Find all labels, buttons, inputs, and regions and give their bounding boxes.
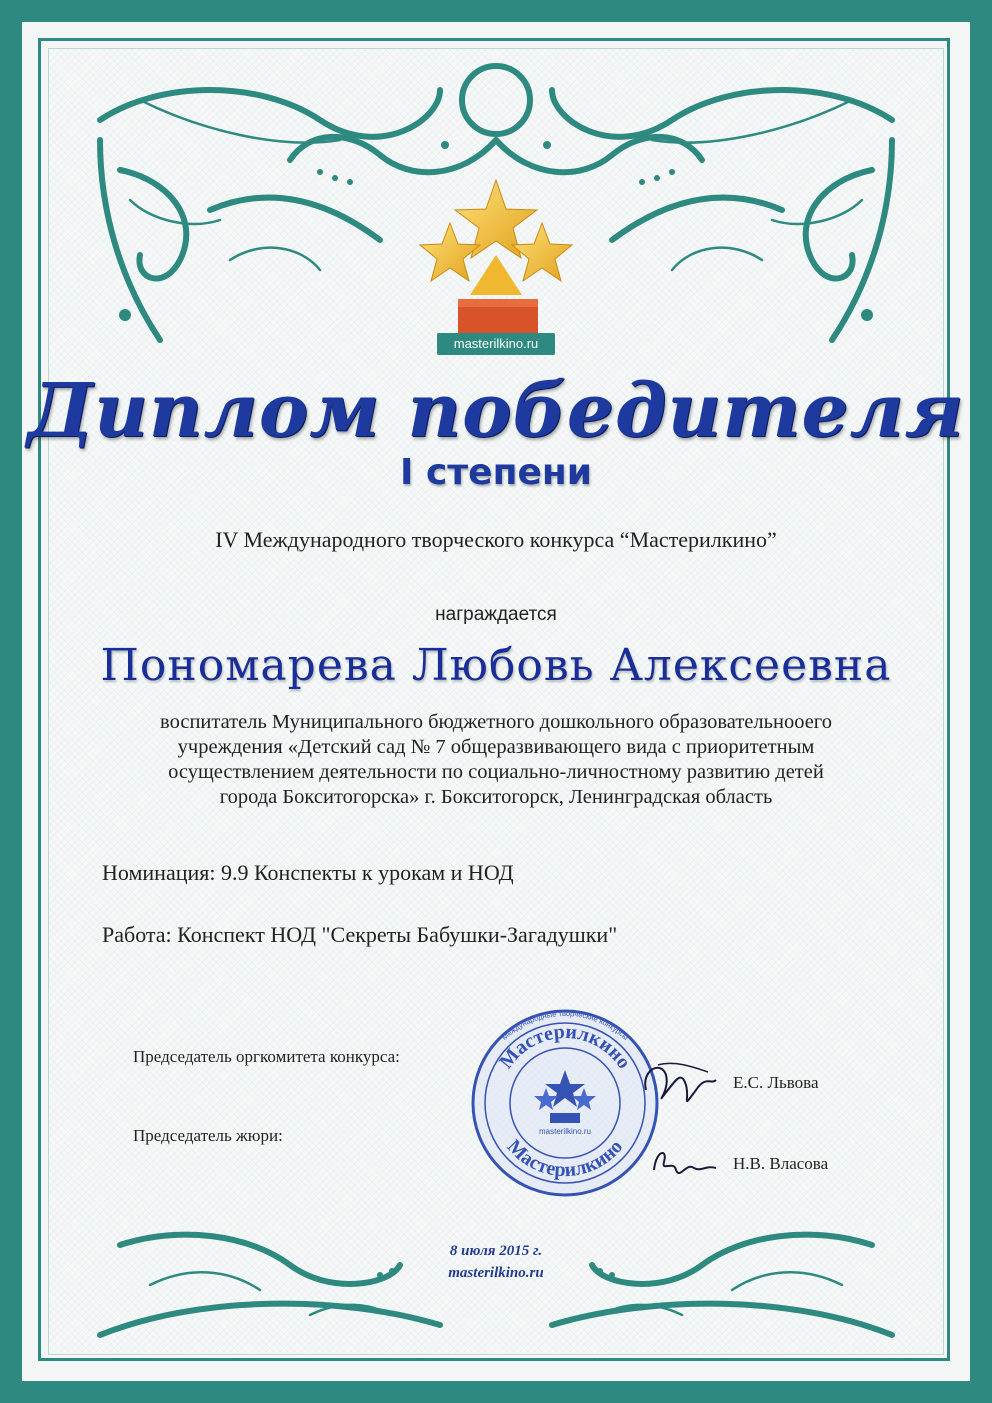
- contest-name: IV Международного творческого конкурса “Мастерилкино”: [215, 527, 777, 552]
- page-subtitle: I степени: [400, 452, 592, 493]
- stars-trophy-icon: [410, 175, 582, 343]
- bottom-ornament: [80, 1215, 912, 1355]
- award-date: 8 июля 2015 г.: [449, 1243, 543, 1259]
- footer: [0, 1240, 992, 1284]
- stamp-seal: [470, 1008, 660, 1198]
- work-title: Работа: Конспект НОД "Секреты Бабушки-Загадушки": [102, 922, 618, 947]
- description-line: города Бокситогорска» г. Бокситогорск, Ленинградская область: [219, 786, 773, 808]
- nomination: Номинация: 9.9 Конспекты к урокам и НОД: [102, 860, 514, 885]
- recipient-name: Пономарева Любовь Алексеевна: [100, 640, 892, 691]
- org-chair-name: Е.С. Львова: [733, 1073, 819, 1092]
- awarded-label: награждается: [435, 604, 557, 625]
- description-line: воспитатель Муниципального бюджетного дошкольного образовательнооего: [160, 711, 832, 733]
- signature-vlasova: [646, 1140, 726, 1185]
- org-chair-label: Председатель оргкомитета конкурса:: [133, 1047, 400, 1066]
- jury-chair-name: Н.В. Власова: [733, 1154, 829, 1173]
- logo-site-badge[interactable]: masterilkino.ru: [437, 333, 555, 355]
- signature-lvova: [636, 1050, 726, 1120]
- description-line: осуществлением деятельности по социально-личностному развитию детей: [168, 761, 824, 783]
- jury-chair-label: Председатель жюри:: [133, 1126, 283, 1145]
- description-line: учреждения «Детский сад № 7 общеразвивающего вида с приоритетным: [177, 736, 815, 758]
- footer-site[interactable]: masterilkino.ru: [448, 1265, 544, 1281]
- stamp-top-text: Мастерилкино: [495, 1020, 636, 1073]
- stamp-ring-text: Международные творческие конкурсы: [499, 1008, 631, 1042]
- stamp-bottom-text: Мастерилкино: [502, 1135, 628, 1182]
- recipient-description: [95, 710, 897, 810]
- page-title: Диплом победителя: [27, 368, 965, 454]
- stamp-site: masterilkino.ru: [538, 1127, 592, 1136]
